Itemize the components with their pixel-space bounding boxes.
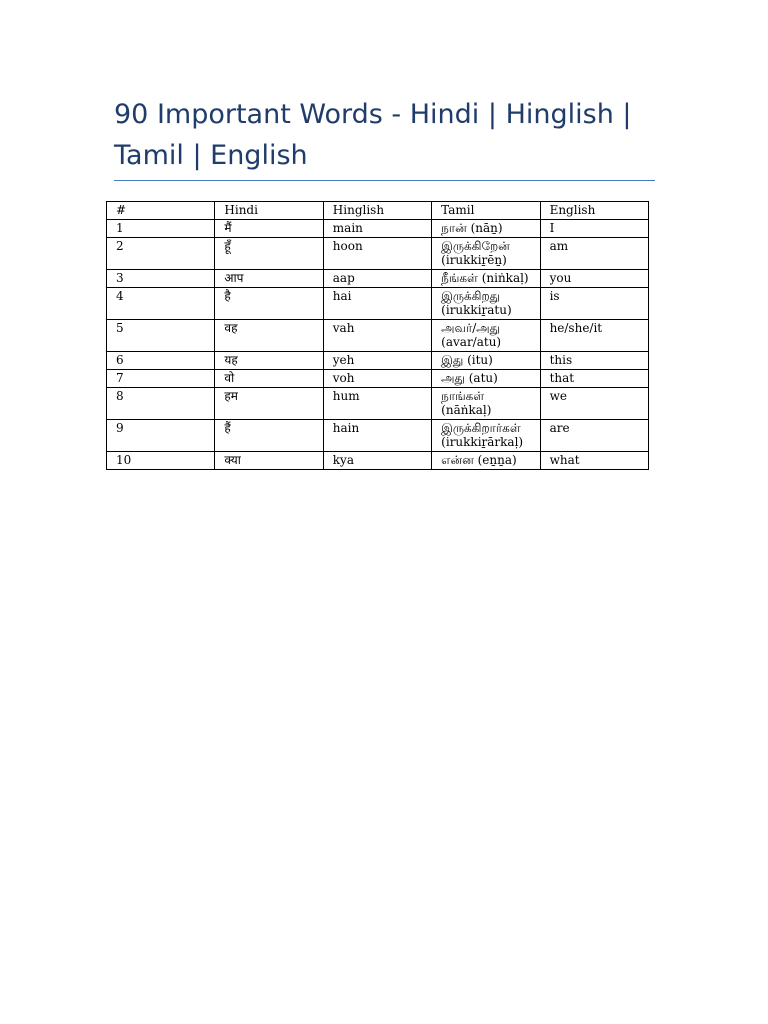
cell-english: this xyxy=(540,352,648,370)
table-row xyxy=(107,238,649,270)
table-row xyxy=(107,220,649,238)
cell-english: that xyxy=(540,370,648,388)
cell-number: 7 xyxy=(107,370,215,388)
cell-hindi: आप xyxy=(215,270,323,288)
cell-hinglish: aap xyxy=(323,270,431,288)
table-row xyxy=(107,420,649,452)
title-divider xyxy=(114,180,655,181)
table-row xyxy=(107,270,649,288)
cell-hinglish: kya xyxy=(323,452,431,470)
table-row xyxy=(107,452,649,470)
table-row xyxy=(107,352,649,370)
cell-hindi: हम xyxy=(215,388,323,420)
page-title: 90 Important Words - Hindi | Hinglish | Tamil | English xyxy=(114,99,632,171)
cell-tamil: இருக்கிறேன் (irukkiṟēṉ) xyxy=(432,238,540,270)
vocabulary-table xyxy=(106,201,649,470)
cell-english: you xyxy=(540,270,648,288)
cell-english: am xyxy=(540,238,648,270)
cell-hindi: क्या xyxy=(215,452,323,470)
cell-tamil: அது (atu) xyxy=(432,370,540,388)
cell-hindi: यह xyxy=(215,352,323,370)
cell-number: 10 xyxy=(107,452,215,470)
cell-hinglish: main xyxy=(323,220,431,238)
cell-hindi: वह xyxy=(215,320,323,352)
cell-number: 5 xyxy=(107,320,215,352)
cell-english: he/she/it xyxy=(540,320,648,352)
header-cell-hindi: Hindi xyxy=(215,202,323,220)
cell-hinglish: hum xyxy=(323,388,431,420)
cell-tamil: நீங்கள் (niṅkaḷ) xyxy=(432,270,540,288)
table-row xyxy=(107,320,649,352)
cell-hinglish: yeh xyxy=(323,352,431,370)
cell-english: are xyxy=(540,420,648,452)
cell-hindi: मैं xyxy=(215,220,323,238)
cell-number: 2 xyxy=(107,238,215,270)
cell-hinglish: hain xyxy=(323,420,431,452)
table-row xyxy=(107,288,649,320)
header-cell-english: English xyxy=(540,202,648,220)
cell-tamil: இருக்கிறது (irukkiṟatu) xyxy=(432,288,540,320)
header-cell-tamil: Tamil xyxy=(432,202,540,220)
cell-tamil: நாங்கள் (nāṅkaḷ) xyxy=(432,388,540,420)
cell-number: 1 xyxy=(107,220,215,238)
cell-english: I xyxy=(540,220,648,238)
cell-hindi: है xyxy=(215,288,323,320)
table-row xyxy=(107,370,649,388)
cell-number: 9 xyxy=(107,420,215,452)
cell-tamil: அவர்/அது (avar/atu) xyxy=(432,320,540,352)
cell-tamil: நான் (nāṉ) xyxy=(432,220,540,238)
cell-english: is xyxy=(540,288,648,320)
cell-hindi: हूँ xyxy=(215,238,323,270)
header-cell-hinglish: Hinglish xyxy=(323,202,431,220)
cell-english: we xyxy=(540,388,648,420)
cell-hinglish: hoon xyxy=(323,238,431,270)
cell-tamil: இருக்கிறார்கள் (irukkiṟārkaḷ) xyxy=(432,420,540,452)
cell-hinglish: voh xyxy=(323,370,431,388)
header-cell-number: # xyxy=(107,202,215,220)
cell-number: 6 xyxy=(107,352,215,370)
table-row xyxy=(107,388,649,420)
cell-tamil: என்ன (eṉṉa) xyxy=(432,452,540,470)
cell-hindi: हैं xyxy=(215,420,323,452)
cell-hinglish: hai xyxy=(323,288,431,320)
cell-hinglish: vah xyxy=(323,320,431,352)
cell-hindi: वो xyxy=(215,370,323,388)
cell-tamil: இது (itu) xyxy=(432,352,540,370)
cell-number: 4 xyxy=(107,288,215,320)
table-header-row xyxy=(107,202,649,220)
cell-number: 8 xyxy=(107,388,215,420)
cell-number: 3 xyxy=(107,270,215,288)
cell-english: what xyxy=(540,452,648,470)
